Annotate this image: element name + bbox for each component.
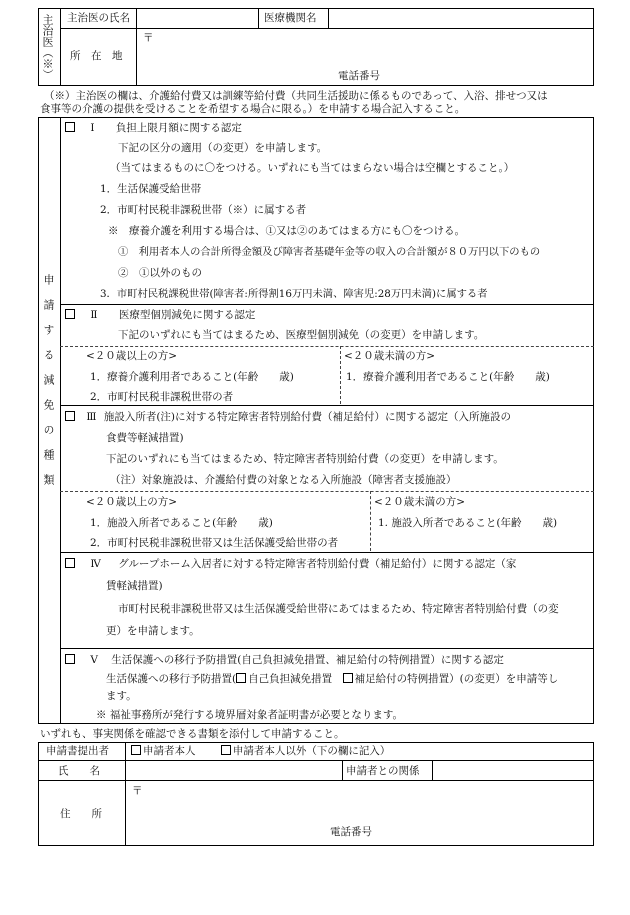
sec4-checkbox[interactable] — [65, 558, 75, 568]
sec5-checkbox[interactable] — [65, 654, 75, 664]
sec2-title-row — [65, 309, 255, 322]
sec5-line1: 生活保護への移行予防措置( 自己負担減免措置 補足給付の特例措置）(の変更）を申請等し — [106, 673, 559, 685]
supplementary-special-checkbox[interactable] — [343, 673, 353, 683]
sec1-line1: 下記の区分の適用（の変更）を申請します。 — [118, 142, 328, 154]
sec4-line1: 市町村民税非課税世帯又は生活保護受給世帯にあてはまるため、特定障害者特別給付費（の変 — [118, 603, 559, 615]
sec2-over-item2[interactable]: 2．市町村民税非課税世帯の者 — [90, 391, 234, 403]
sec4-num: Ⅳ — [90, 558, 101, 570]
sec5-line2: ます。 — [106, 690, 137, 702]
doctor-name-field[interactable] — [137, 9, 257, 27]
self-pay-reduction-checkbox[interactable] — [236, 673, 246, 683]
sec3-under-item1[interactable]: 1. 施設入所者であること(年齢 歳) — [378, 517, 558, 529]
sec5-note: ※ 福祉事務所が発行する境界層対象者証明書が必要となります。 — [96, 709, 403, 721]
sec3-over-item1[interactable]: 1．施設入所者であること(年齢 歳) — [90, 517, 273, 529]
sec5-title: 生活保護への移行予防措置(自己負担減免措置、補足給付の特例措置）に関する認定 — [111, 654, 504, 666]
institution-label: 医療機関名 — [264, 12, 317, 24]
sec3-title2: 食費等軽減措置) — [106, 432, 184, 444]
sec1-line2: （当てはまるものに〇をつける。いずれにも当てはまらない場合は空欄とすること。） — [110, 162, 515, 174]
sec3-num: Ⅲ — [86, 411, 97, 423]
relation-field[interactable] — [433, 761, 593, 779]
doctor-name-label: 主治医の氏名 — [67, 12, 130, 24]
doctor-postal-mark: 〒 — [143, 32, 154, 44]
doctor-note-line2: 食事等の介護の提供を受けることを希望する場合に限る。）を申請する場合記入すること。 — [40, 103, 466, 115]
sec4-title-row — [65, 558, 516, 571]
sec2-over-head: <２０歳以上の方> — [86, 350, 178, 362]
sec2-under-item1[interactable]: 1．療養介護利用者であること(年齢 歳) — [346, 371, 550, 383]
sec1-item2[interactable]: 2．市町村民税非課税世帯（※）に属する者 — [100, 204, 307, 216]
sec1-item3[interactable]: 3．市町村民税課税世帯(障害者:所得割16万円未満、障害児:28万円未満)に属する者 — [100, 288, 488, 300]
doctor-address-label: 所 在 地 — [70, 50, 123, 62]
sec1-num: Ⅰ — [90, 122, 95, 134]
submitter-label: 申請書提出者 — [46, 745, 109, 757]
submitter-self-label: 申請者本人 — [143, 745, 196, 757]
sec1-title-row — [65, 122, 242, 135]
sec1-sub2[interactable]: ② ①以外のもの — [118, 267, 202, 279]
submitter-other-checkbox[interactable] — [221, 745, 231, 755]
sec3-line1: 下記のいずれにも当てはまるため、特定障害者特別給付費（の変更）を申請します。 — [106, 453, 504, 465]
sec2-title: 医療型個別減免に関する認定 — [118, 309, 256, 321]
sec3-over-item2[interactable]: 2．市町村民税非課税世帯又は生活保護受給世帯の者 — [90, 537, 339, 549]
application-side-label: 申請する減免の種類 — [42, 274, 55, 499]
sec2-over-item1[interactable]: 1．療養介護利用者であること(年齢 歳) — [90, 371, 294, 383]
sec3-title1: 施設入所者(注)に対する特定障害者特別給付費（補足給付）に関する認定（入所施設の — [103, 411, 512, 423]
sec2-checkbox[interactable] — [65, 309, 75, 319]
sec1-item1[interactable]: 1．生活保護受給世帯 — [100, 183, 202, 195]
attach-note: いずれも、事実関係を確認できる書類を添付して申請すること。 — [40, 728, 345, 740]
doctor-side-label: 主治医（※） — [41, 14, 54, 80]
sec4-title1: グループホーム入居者に対する特定障害者特別給付費（補足給付）に関する認定（家 — [118, 558, 517, 570]
sec3-checkbox[interactable] — [65, 411, 75, 421]
sec5-num: Ⅴ — [90, 654, 98, 666]
doctor-note-line1: （※）主治医の欄は、介護給付費又は訓練等給付費（共同生活援助に係るものであって、入浴、排せつ又は — [44, 90, 548, 102]
sec2-num: Ⅱ — [90, 309, 98, 321]
sec2-under-head: <２０歳未満の方> — [344, 350, 436, 362]
sec3-title-row — [65, 411, 511, 424]
submitter-self-checkbox[interactable] — [131, 745, 141, 755]
applicant-phone-label: 電話番号 — [330, 826, 372, 838]
sec1-title: 負担上限月額に関する認定 — [115, 122, 242, 134]
sec5-title-row — [65, 654, 504, 667]
submitter-options — [131, 745, 390, 758]
relation-label: 申請者との関係 — [346, 765, 420, 777]
sec4-title2: 賃軽減措置) — [106, 580, 163, 592]
sec3-under-head: <２０歳未満の方> — [374, 496, 466, 508]
sec1-sub1[interactable]: ① 利用者本人の合計所得金額及び障害者基礎年金等の収入の合計額が８０万円以下のもの — [118, 246, 541, 258]
doctor-phone-label: 電話番号 — [338, 70, 380, 82]
applicant-address-label: 住 所 — [60, 808, 102, 820]
sec4-line2: 更）を申請します。 — [106, 625, 200, 637]
sec1-note: ※ 療養介護を利用する場合は、①又は②のあてはまる方にも〇をつける。 — [108, 225, 465, 237]
applicant-postal-mark: 〒 — [132, 785, 143, 797]
institution-field[interactable] — [329, 9, 593, 27]
applicant-name-field[interactable] — [126, 761, 341, 779]
sec3-over-head: <２０歳以上の方> — [86, 496, 178, 508]
submitter-other-label: 申請者本人以外（下の欄に記入） — [232, 745, 391, 757]
sec3-line2: （注）対象施設は、介護給付費の対象となる入所施設（障害者支援施設） — [110, 474, 457, 486]
sec1-checkbox[interactable] — [65, 122, 75, 132]
sec2-line1: 下記のいずれにも当てはまるため、医療型個別減免（の変更）を申請します。 — [118, 329, 485, 341]
applicant-name-label: 氏 名 — [58, 765, 100, 777]
